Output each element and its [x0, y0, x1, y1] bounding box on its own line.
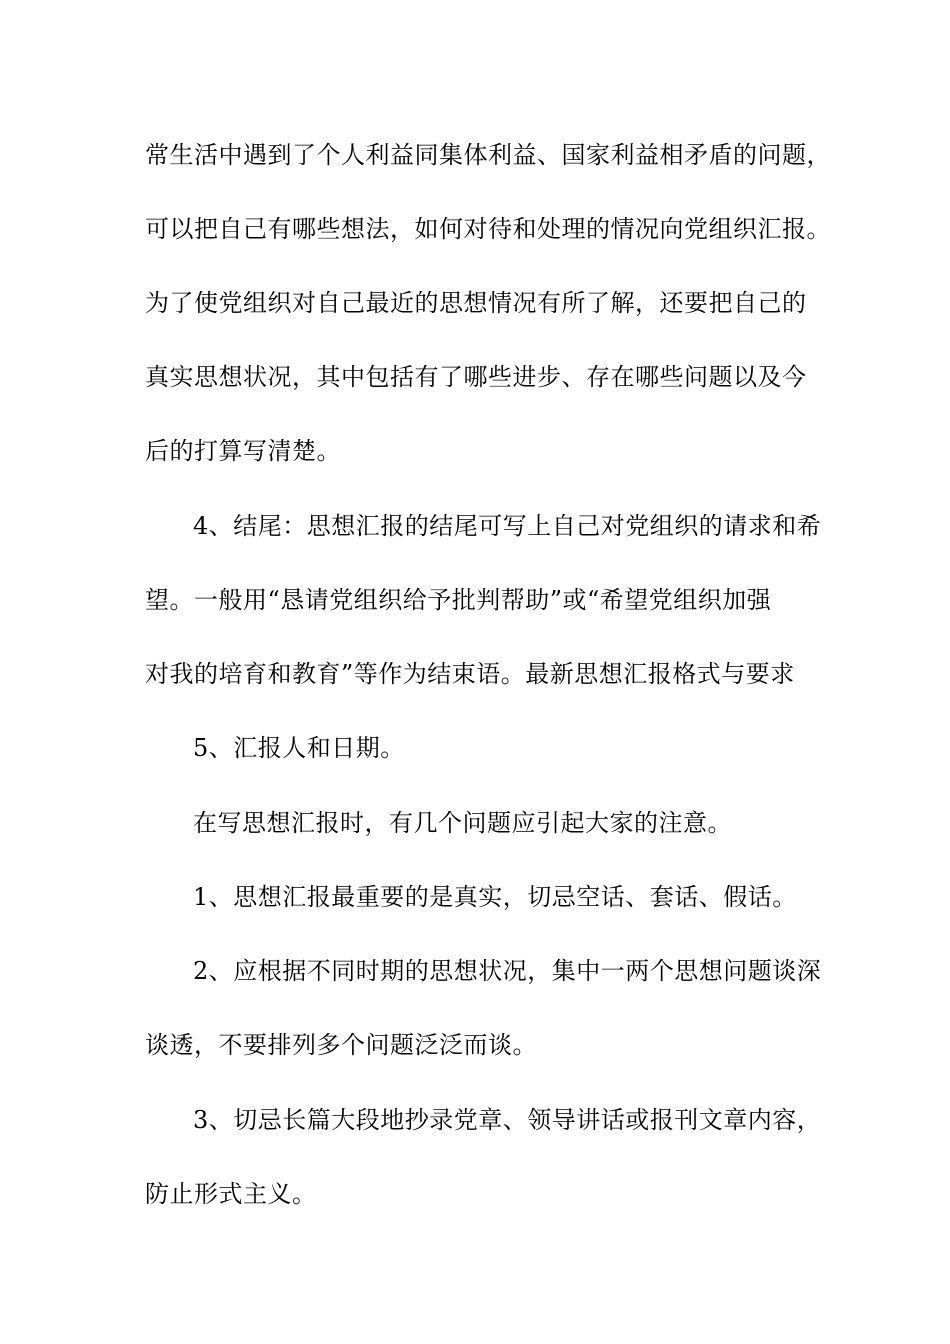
text-line: 3、切忌长篇大段地抄录党章、领导讲话或报刊文章内容， — [193, 1106, 822, 1134]
text-line: 后的打算写清楚。 — [145, 437, 341, 465]
text-line: 2、应根据不同时期的思想状况，集中一两个思想问题谈深 — [193, 957, 822, 985]
text-line: 4、结尾：思想汇报的结尾可写上自己对党组织的请求和希 — [193, 512, 822, 540]
text-line: 望。一般用“恳请党组织给予批判帮助”或“希望党组织加强 — [145, 586, 772, 614]
text-line: 对我的培育和教育”等作为结束语。最新思想汇报格式与要求 — [145, 660, 795, 688]
text-line: 为了使党组织对自己最近的思想情况有所了解，还要把自己的 — [145, 289, 807, 317]
text-line: 谈透，不要排列多个问题泛泛而谈。 — [145, 1031, 537, 1059]
text-line: 在写思想汇报时，有几个问题应引起大家的注意。 — [193, 809, 732, 837]
text-line: 可以把自己有哪些想法，如何对待和处理的情况向党组织汇报。 — [145, 215, 831, 243]
text-line: 1、思想汇报最重要的是真实，切忌空话、套话、假话。 — [193, 883, 797, 911]
text-line: 真实思想状况，其中包括有了哪些进步、存在哪些问题以及今 — [145, 363, 807, 391]
text-line: 5、汇报人和日期。 — [193, 734, 405, 762]
text-line: 常生活中遇到了个人利益同集体利益、国家利益相矛盾的问题， — [145, 141, 831, 169]
text-line: 防止形式主义。 — [145, 1180, 317, 1208]
